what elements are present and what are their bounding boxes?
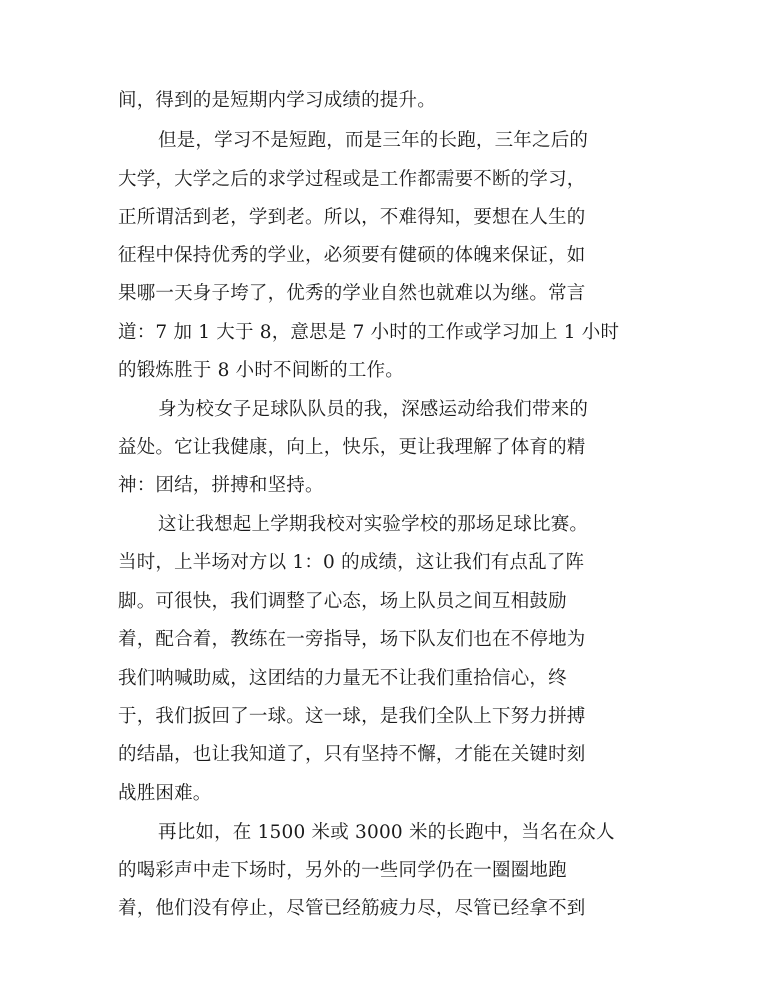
text-line: 着，他们没有停止，尽管已经筋疲力尽，尽管已经拿不到 bbox=[118, 898, 586, 919]
paragraph-start-line: 再比如，在 1500 米或 3000 米的长跑中，当名在众人 bbox=[158, 822, 615, 843]
text-line: 战胜困难。 bbox=[118, 783, 212, 804]
text-line: 着，配合着，教练在一旁指导，场下队友们也在不停地为 bbox=[118, 629, 586, 650]
text-line: 征程中保持优秀的学业，必须要有健硕的体魄来保证，如 bbox=[118, 245, 586, 266]
text-line: 的结晶，也让我知道了，只有坚持不懈，才能在关键时刻 bbox=[118, 744, 586, 765]
text-line: 我们呐喊助威，这团结的力量无不让我们重拾信心，终 bbox=[118, 668, 567, 689]
text-line: 的锻炼胜于 8 小时不间断的工作。 bbox=[118, 360, 404, 381]
text-line: 当时，上半场对方以 1：0 的成绩，这让我们有点乱了阵 bbox=[118, 552, 585, 573]
text-line: 益处。它让我健康，向上，快乐，更让我理解了体育的精 bbox=[118, 437, 586, 458]
text-line: 果哪一天身子垮了，优秀的学业自然也就难以为继。常言 bbox=[118, 283, 586, 304]
text-line: 正所谓活到老，学到老。所以，不难得知，要想在人生的 bbox=[118, 207, 586, 228]
text-line: 于，我们扳回了一球。这一球，是我们全队上下努力拼搏 bbox=[118, 706, 586, 727]
text-line: 大学，大学之后的求学过程或是工作都需要不断的学习， bbox=[118, 169, 586, 190]
paragraph-start-line: 但是，学习不是短跑，而是三年的长跑，三年之后的 bbox=[158, 130, 589, 151]
paragraph-start-line: 这让我想起上学期我校对实验学校的那场足球比赛。 bbox=[158, 514, 589, 535]
paragraph-start-line: 身为校女子足球队队员的我，深感运动给我们带来的 bbox=[158, 399, 589, 420]
text-line: 脚。可很快，我们调整了心态，场上队员之间互相鼓励 bbox=[118, 591, 567, 612]
text-line: 道：7 加 1 大于 8，意思是 7 小时的工作或学习加上 1 小时 bbox=[118, 322, 620, 343]
text-line: 神：团结，拼搏和坚持。 bbox=[118, 475, 324, 496]
text-line: 间，得到的是短期内学习成绩的提升。 bbox=[118, 90, 436, 111]
text-line: 的喝彩声中走下场时，另外的一些同学仍在一圈圈地跑 bbox=[118, 860, 567, 881]
